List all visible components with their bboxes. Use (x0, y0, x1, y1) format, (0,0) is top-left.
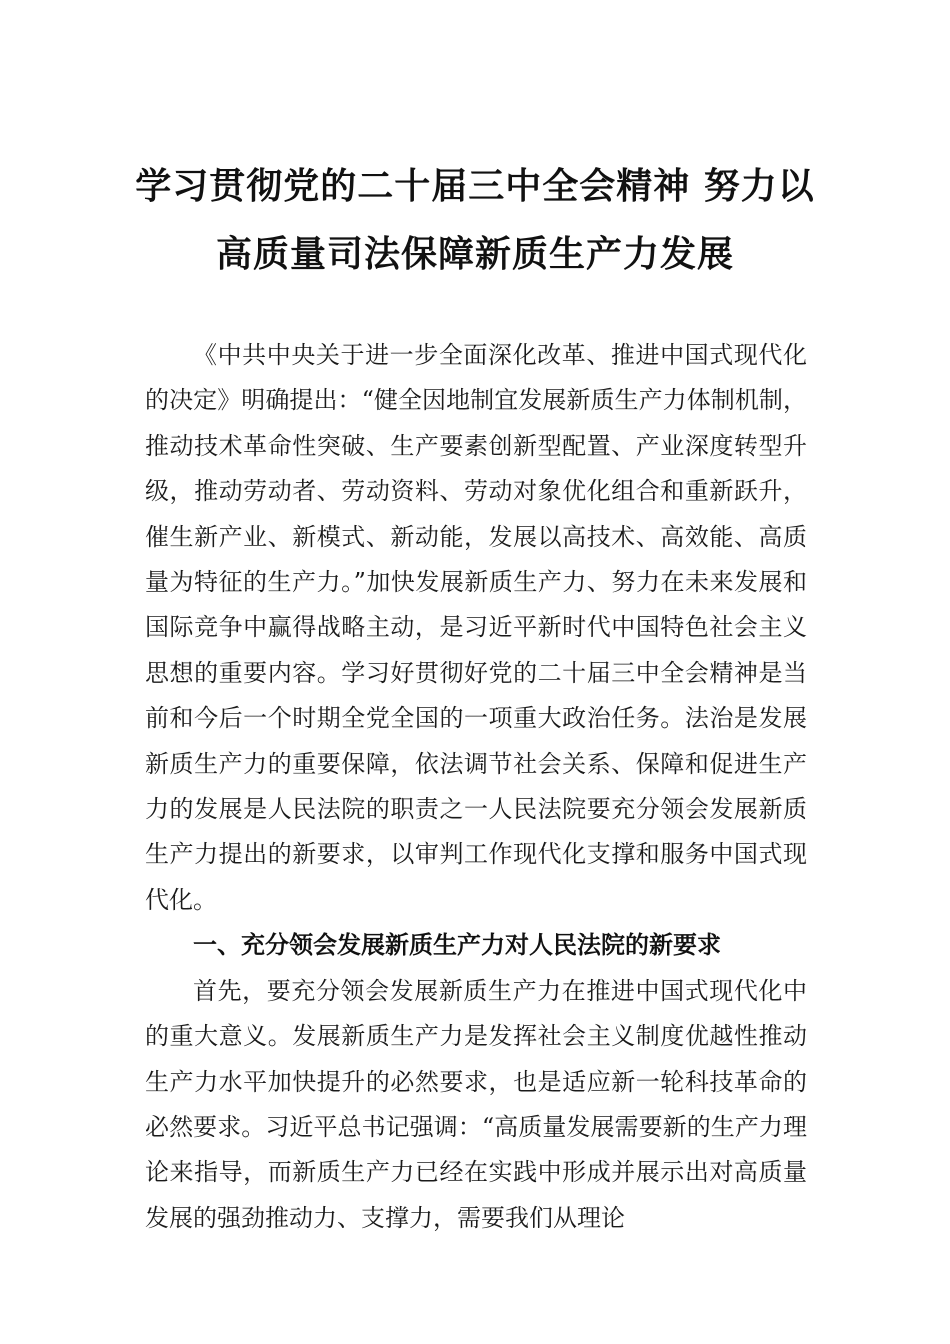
section-heading-1: 一、充分领会发展新质生产力对人民法院的新要求 (193, 931, 721, 960)
document-title-line-1: 学习贯彻党的二十届三中全会精神 努力以 (135, 165, 815, 207)
body-paragraph-2: 首先，要充分领会发展新质生产力在推进中国式现代化中的重大意义。发展新质生产力是发挥社会主义制度优越性推动生产力水平加快提升的必然要求，也是适应新一轮科技革命的必然要求。习近平总书记强调：“高质量发展需要新的生产力理论来指导，而新质生产力已经在实践中形成并展示出对高质量发展的强劲推动力、支撑力，需要我们从理论 (145, 976, 807, 1232)
document-body (145, 333, 807, 1241)
body-paragraph-1: 《中共中央关于进一步全面深化改革、推进中国式现代化的决定》明确提出：“健全因地制宜发展新质生产力体制机制，推动技术革命性突破、生产要素创新型配置、产业深度转型升级，推动劳动者、劳动资料、劳动对象优化组合和重新跃升，催生新产业、新模式、新动能，发展以高技术、高效能、高质量为特征的生产力。”加快发展新质生产力、努力在未来发展和国际竞争中赢得战略主动，是习近平新时代中国特色社会主义思想的重要内容。学习好贯彻好党的二十届三中全会精神是当前和今后一个时期全党全国的一项重大政治任务。法治是发展新质生产力的重要保障，依法调节社会关系、保障和促进生产力的发展是人民法院的职责之一人民法院要充分领会发展新质生产力提出的新要求，以审判工作现代化支撑和服务中国式现代化。 (145, 341, 807, 914)
document-title-line-2: 高质量司法保障新质生产力发展 (215, 233, 734, 275)
